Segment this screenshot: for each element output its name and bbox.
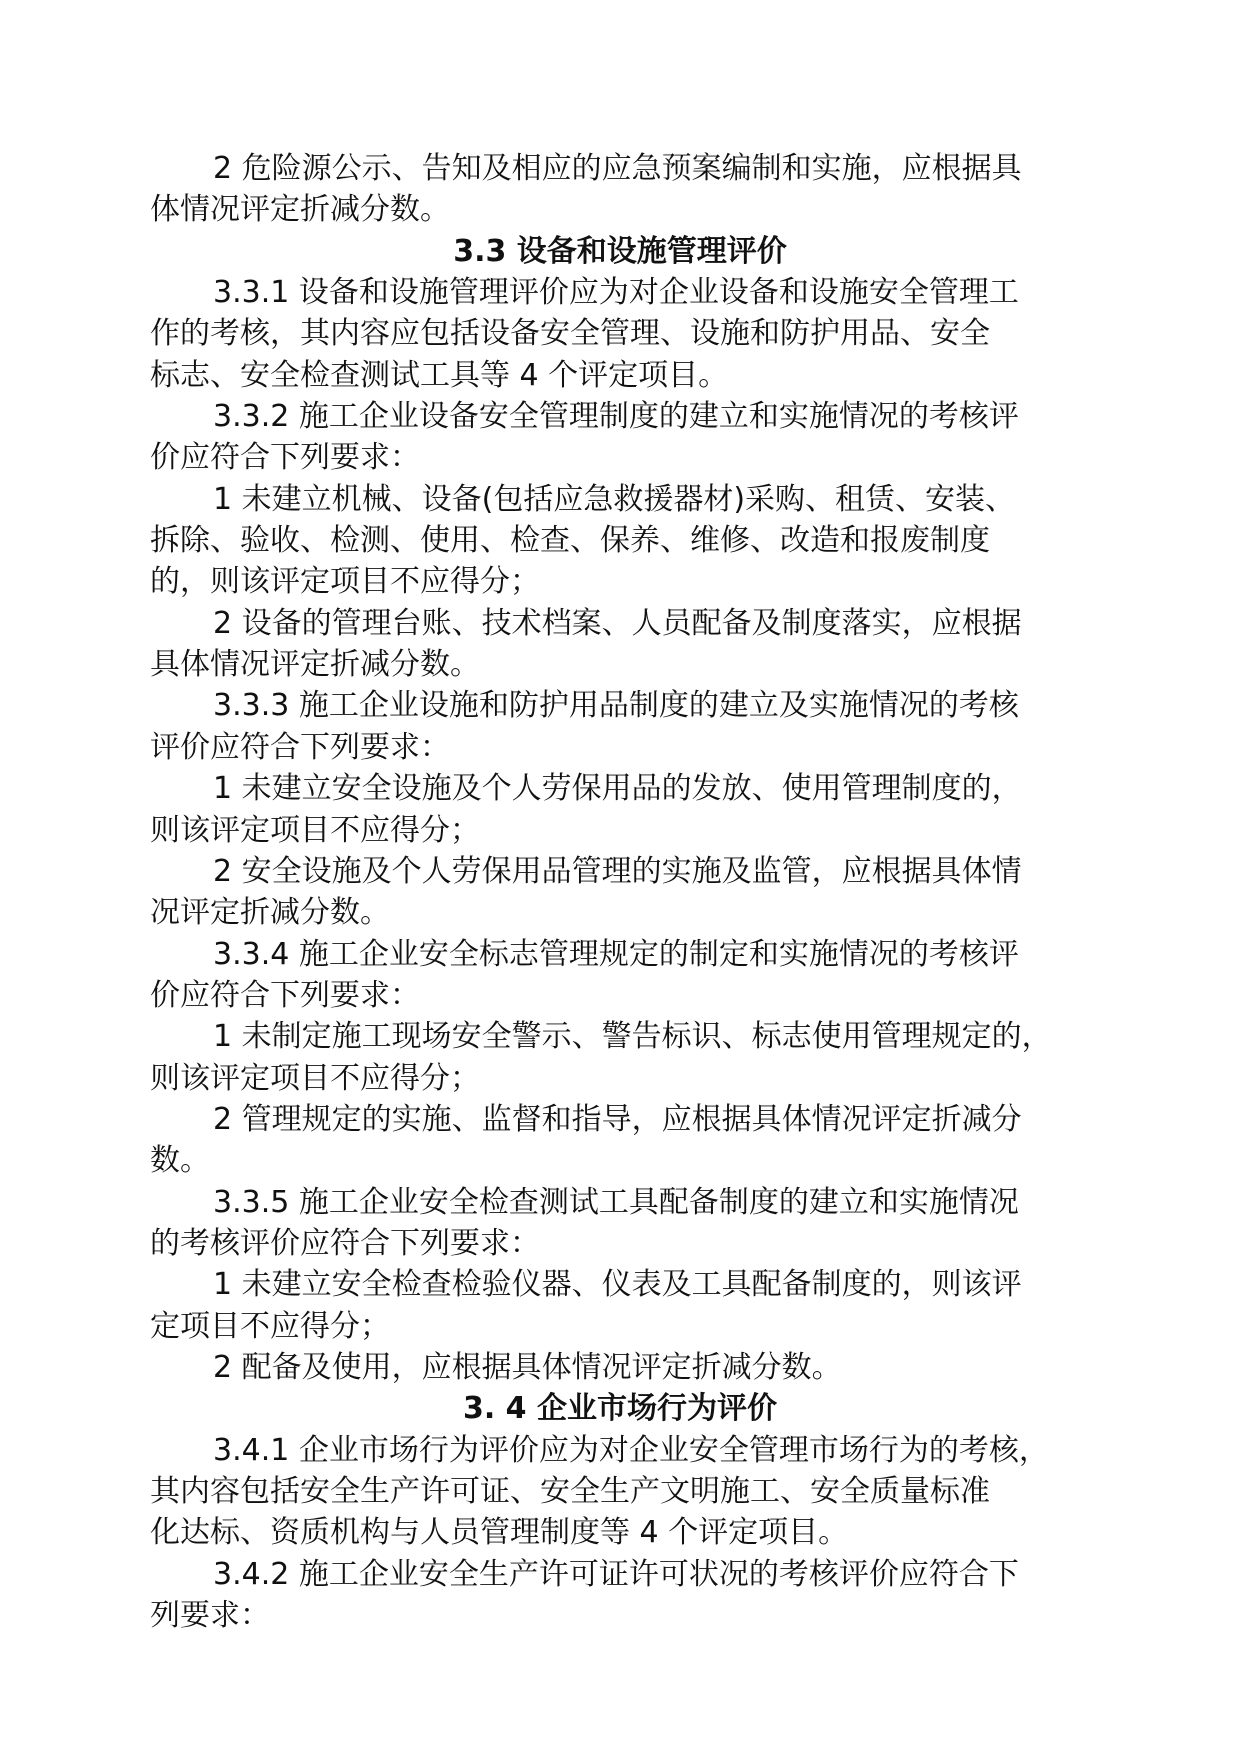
- clause-3-3-5: 3.3.5 施工企业安全检查测试工具配备制度的建立和实施情况: [213, 1184, 1019, 1220]
- list-item: 1 未建立安全设施及个人劳保用品的发放、使用管理制度的，: [213, 771, 1022, 807]
- list-item: 2 设备的管理台账、技术档案、人员配备及制度落实，应根据: [213, 605, 1022, 641]
- section-heading-3-4: 3. 4 企业市场行为评价: [462, 1391, 778, 1427]
- paragraph-line: 2 危险源公示、告知及相应的应急预案编制和实施，应根据具: [213, 151, 1022, 186]
- paragraph-line: 则该评定项目不应得分；: [150, 1060, 480, 1096]
- clause-3-3-4: 3.3.4 施工企业安全标志管理规定的制定和实施情况的考核评: [213, 936, 1019, 972]
- paragraph-line: 体情况评定折减分数。: [150, 192, 450, 228]
- paragraph-line: 则该评定项目不应得分；: [150, 812, 480, 848]
- paragraph-line: 其内容包括安全生产许可证、安全生产文明施工、安全质量标准: [150, 1474, 990, 1509]
- list-item: 1 未制定施工现场安全警示、警告标识、标志使用管理规定的，: [213, 1019, 1052, 1055]
- paragraph-line: 列要求：: [150, 1598, 270, 1634]
- paragraph-line: 评价应符合下列要求：: [150, 729, 450, 765]
- paragraph-line: 化达标、资质机构与人员管理制度等 4 个评定项目。: [150, 1515, 849, 1551]
- paragraph-line: 况评定折减分数。: [150, 895, 390, 931]
- document-page: [150, 148, 1090, 1636]
- list-item: 2 安全设施及个人劳保用品管理的实施及监管，应根据具体情: [213, 853, 1022, 889]
- paragraph-line: 作的考核，其内容应包括设备安全管理、设施和防护用品、安全: [150, 316, 990, 352]
- paragraph-line: 价应符合下列要求：: [150, 440, 420, 476]
- paragraph-line: 数。: [150, 1143, 210, 1179]
- paragraph-line: 拆除、验收、检测、使用、检查、保养、维修、改造和报废制度: [150, 523, 990, 559]
- paragraph-line: 的，则该评定项目不应得分；: [150, 564, 540, 600]
- clause-3-3-2: 3.3.2 施工企业设备安全管理制度的建立和实施情况的考核评: [213, 399, 1019, 435]
- clause-3-4-1: 3.4.1 企业市场行为评价应为对企业安全管理市场行为的考核，: [213, 1432, 1049, 1468]
- clause-3-4-2: 3.4.2 施工企业安全生产许可证许可状况的考核评价应符合下: [213, 1556, 1019, 1592]
- section-heading-3-3: 3.3 设备和设施管理评价: [453, 233, 787, 269]
- paragraph-line: 的考核评价应符合下列要求：: [150, 1225, 540, 1261]
- list-item: 2 管理规定的实施、监督和指导，应根据具体情况评定折减分: [213, 1101, 1022, 1137]
- paragraph-line: 定项目不应得分；: [150, 1308, 390, 1344]
- paragraph-line: 标志、安全检查测试工具等 4 个评定项目。: [150, 357, 729, 393]
- list-item: 1 未建立安全检查检验仪器、仪表及工具配备制度的，则该评: [213, 1267, 1022, 1303]
- paragraph-line: 具体情况评定折减分数。: [150, 647, 480, 683]
- clause-3-3-1: 3.3.1 设备和设施管理评价应为对企业设备和设施安全管理工: [213, 275, 1019, 311]
- list-item: 2 配备及使用，应根据具体情况评定折减分数。: [213, 1349, 842, 1385]
- paragraph-line: 价应符合下列要求：: [150, 977, 420, 1013]
- clause-3-3-3: 3.3.3 施工企业设施和防护用品制度的建立及实施情况的考核: [213, 688, 1019, 724]
- list-item: 1 未建立机械、设备(包括应急救援器材)采购、租赁、安装、: [213, 481, 1016, 517]
